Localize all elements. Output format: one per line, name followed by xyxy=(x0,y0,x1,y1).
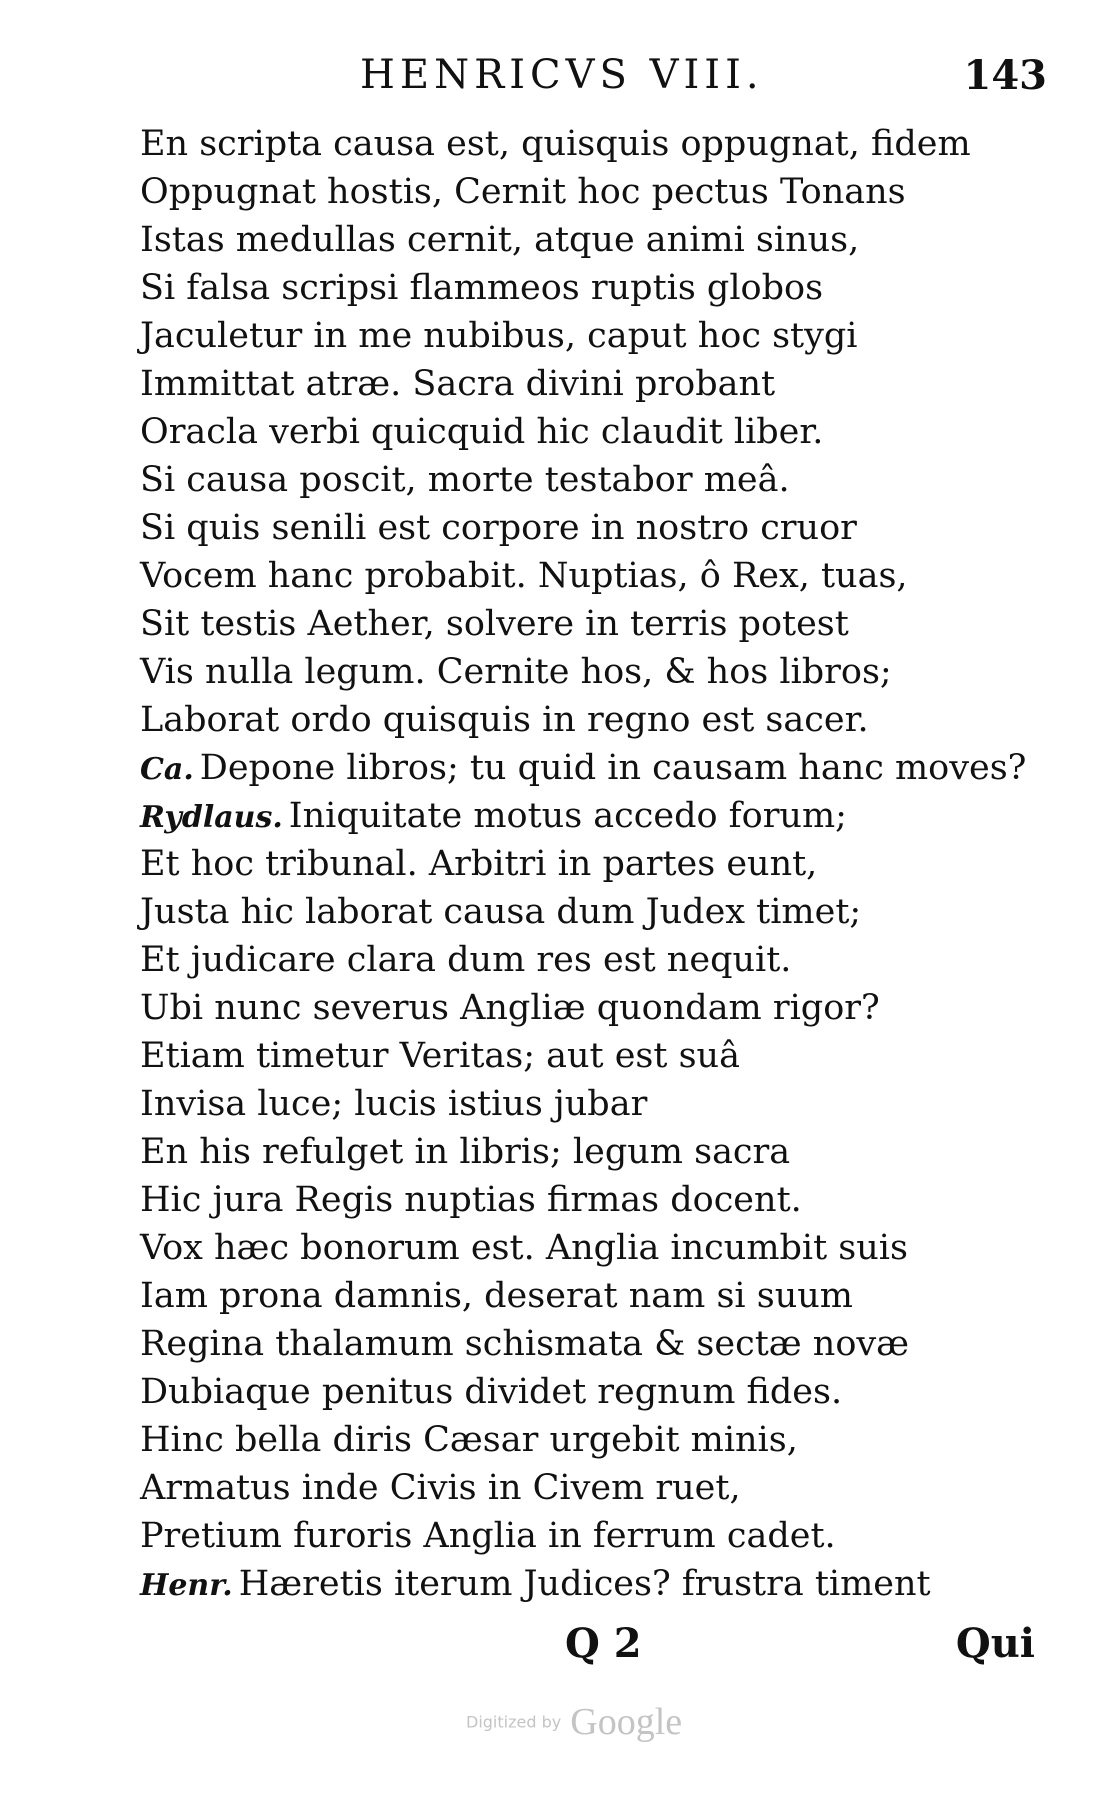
verse-line xyxy=(140,696,1040,744)
verse-line-text: Hinc bella diris Cæsar urgebit minis, xyxy=(140,1420,798,1460)
verse-line-text: En his refulget in libris; legum sacra xyxy=(140,1132,791,1172)
verse-line-text: Et hoc tribunal. Arbitri in partes eunt, xyxy=(140,844,818,884)
verse-line-text: Depone libros; tu quid in causam hanc moves? xyxy=(199,748,1027,788)
verse-line xyxy=(140,1080,1040,1128)
verse-line xyxy=(140,168,1040,216)
verse-text xyxy=(140,120,1040,1608)
verse-line xyxy=(140,744,1040,792)
digitization-watermark xyxy=(466,1700,682,1750)
verse-line xyxy=(140,1224,1040,1272)
verse-line xyxy=(140,792,1040,840)
running-head xyxy=(300,52,1047,102)
verse-line xyxy=(140,888,1040,936)
verse-line-text: Si causa poscit, morte testabor meâ. xyxy=(140,460,790,500)
verse-line-text: Invisa luce; lucis istius jubar xyxy=(140,1084,648,1124)
verse-line xyxy=(140,1560,1040,1608)
running-title: HENRICVS VIII. xyxy=(360,52,764,98)
verse-line xyxy=(140,408,1040,456)
verse-line xyxy=(140,1320,1040,1368)
speaker-label: Rydlaus. xyxy=(140,800,283,835)
verse-line xyxy=(140,1128,1040,1176)
verse-line-text: Armatus inde Civis in Civem ruet, xyxy=(140,1468,741,1508)
verse-line xyxy=(140,1032,1040,1080)
verse-line-text: Hæretis iterum Judices? frustra timent xyxy=(238,1564,931,1604)
verse-line-text: Si falsa scripsi flammeos ruptis globos xyxy=(140,268,824,308)
verse-line-text: Iniquitate motus accedo forum; xyxy=(288,796,847,836)
verse-line xyxy=(140,984,1040,1032)
verse-line-text: Justa hic laborat causa dum Judex timet; xyxy=(140,892,862,932)
verse-line-text: Si quis senili est corpore in nostro cruor xyxy=(140,508,857,548)
verse-line xyxy=(140,264,1040,312)
verse-line-text: Pretium furoris Anglia in ferrum cadet. xyxy=(140,1516,836,1556)
verse-line xyxy=(140,120,1040,168)
verse-line-text: Sit testis Aether, solvere in terris potest xyxy=(140,604,849,644)
verse-line-text: Et judicare clara dum res est nequit. xyxy=(140,940,792,980)
verse-line-text: Iam prona damnis, deserat nam si suum xyxy=(140,1276,853,1316)
verse-line-text: Vis nulla legum. Cernite hos, & hos libros; xyxy=(140,652,892,692)
verse-line-text: Vocem hanc probabit. Nuptias, ô Rex, tuas, xyxy=(140,556,908,596)
verse-line-text: Laborat ordo quisquis in regno est sacer. xyxy=(140,700,869,740)
verse-line-text: Hic jura Regis nuptias firmas docent. xyxy=(140,1180,802,1220)
verse-line xyxy=(140,1368,1040,1416)
verse-line-text: Vox hæc bonorum est. Anglia incumbit suis xyxy=(140,1228,908,1268)
speaker-label: Henr. xyxy=(140,1568,233,1603)
watermark-logo: Google xyxy=(570,1701,683,1743)
verse-line xyxy=(140,936,1040,984)
verse-line xyxy=(140,648,1040,696)
verse-line-text: Dubiaque penitus dividet regnum fides. xyxy=(140,1372,843,1412)
verse-line xyxy=(140,456,1040,504)
verse-line-text: Oracla verbi quicquid hic claudit liber. xyxy=(140,412,824,452)
verse-line-text: Etiam timetur Veritas; aut est suâ xyxy=(140,1036,740,1076)
watermark-prefix: Digitized by xyxy=(466,1712,562,1732)
verse-line xyxy=(140,1464,1040,1512)
verse-line-text: Jaculetur in me nubibus, caput hoc stygi xyxy=(140,316,858,356)
verse-line xyxy=(140,1176,1040,1224)
verse-line xyxy=(140,216,1040,264)
verse-line xyxy=(140,552,1040,600)
verse-line-text: Regina thalamum schismata & sectæ novæ xyxy=(140,1324,910,1364)
page-footer xyxy=(0,1620,1107,1680)
catchword: Qui xyxy=(955,1620,1035,1667)
verse-line xyxy=(140,1416,1040,1464)
verse-line xyxy=(140,312,1040,360)
verse-line-text: En scripta causa est, quisquis oppugnat, fidem xyxy=(140,124,971,164)
verse-line xyxy=(140,504,1040,552)
verse-line-text: Istas medullas cernit, atque animi sinus, xyxy=(140,220,860,260)
verse-line-text: Immittat atræ. Sacra divini probant xyxy=(140,364,776,404)
speaker-label: Ca. xyxy=(140,752,194,787)
verse-line xyxy=(140,840,1040,888)
verse-line-text: Ubi nunc severus Angliæ quondam rigor? xyxy=(140,988,880,1028)
verse-line xyxy=(140,600,1040,648)
verse-line-text: Oppugnat hostis, Cernit hoc pectus Tonans xyxy=(140,172,906,212)
verse-line xyxy=(140,1272,1040,1320)
page-number: 143 xyxy=(963,52,1047,99)
signature-mark: Q 2 xyxy=(565,1620,642,1667)
verse-line xyxy=(140,1512,1040,1560)
verse-line xyxy=(140,360,1040,408)
